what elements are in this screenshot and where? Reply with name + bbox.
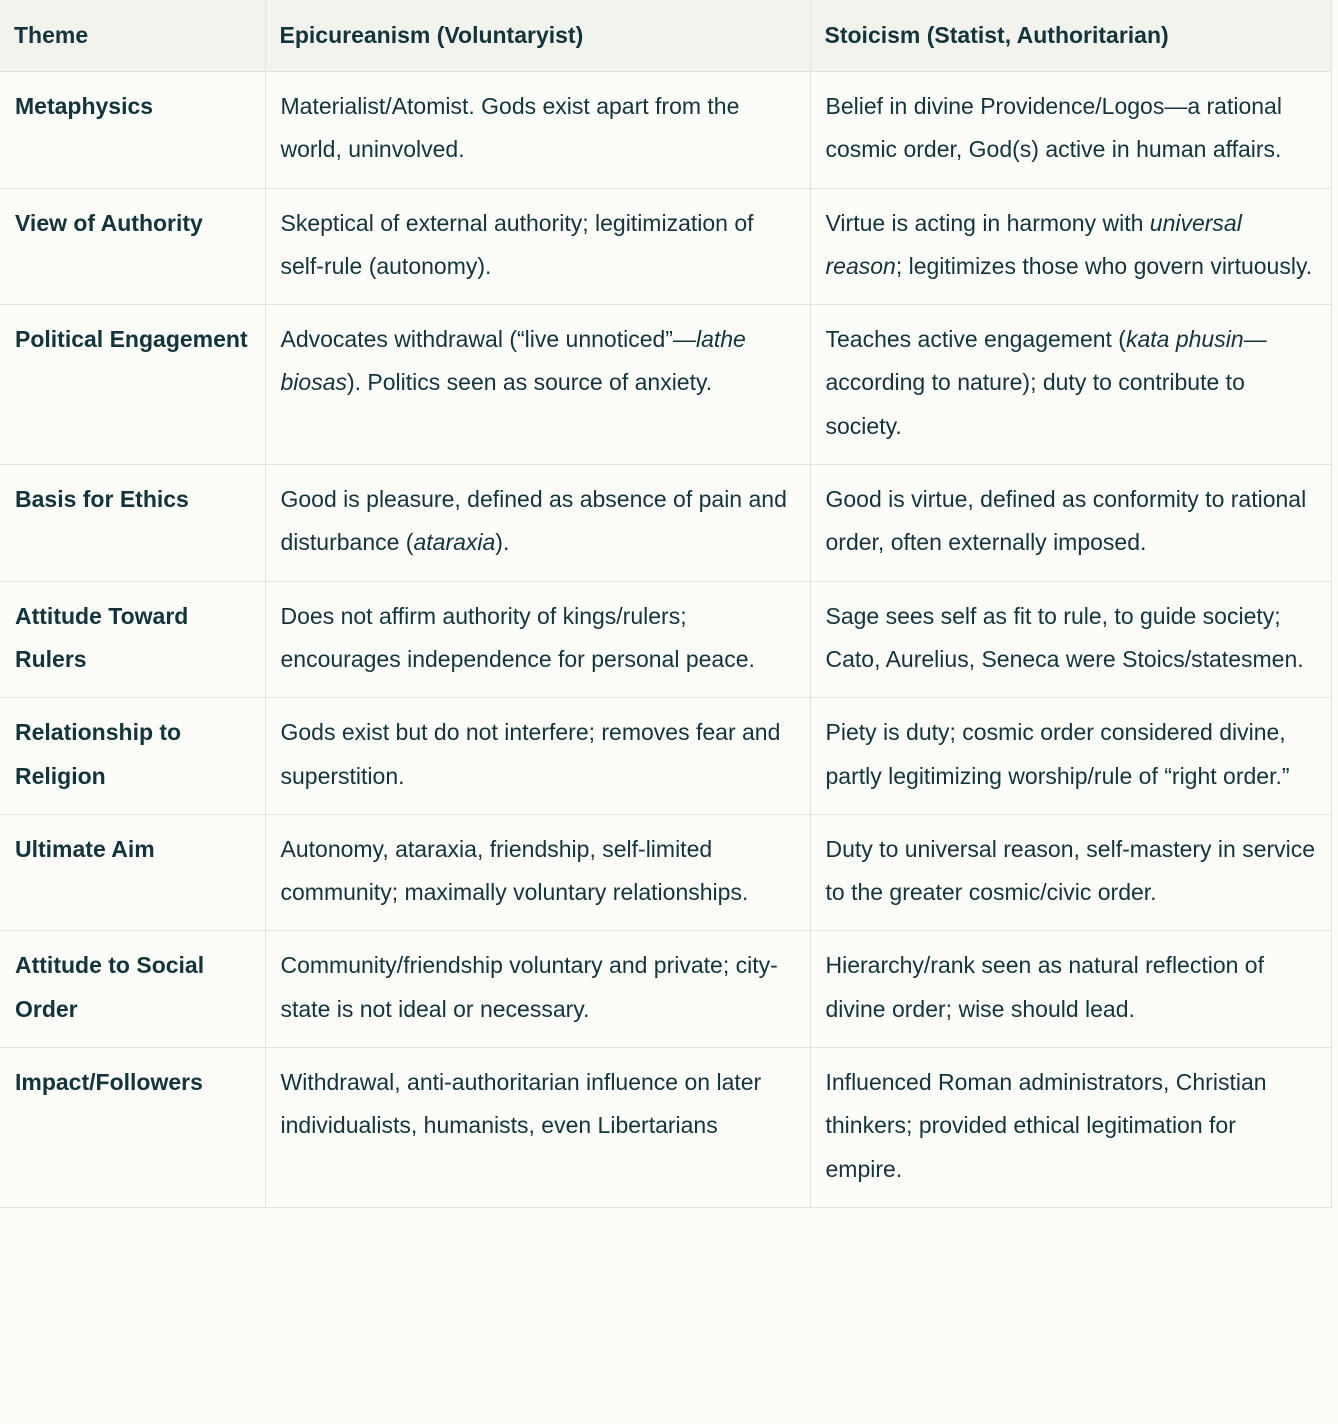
table-row — [0, 72, 1331, 189]
epicurean-cell — [265, 581, 810, 698]
epicurean-cell — [265, 814, 810, 931]
cell-text: Skeptical of external authority; legitimization of self-rule (autonomy). — [280, 209, 754, 279]
cell-text: Belief in divine Providence/Logos—a rational cosmic order, God(s) active in human affairs. — [825, 93, 1282, 163]
stoic-cell — [810, 1048, 1331, 1208]
cell-text: ; legitimizes those who govern virtuously. — [895, 252, 1313, 279]
epicurean-cell — [265, 1048, 810, 1208]
cell-text: Community/friendship voluntary and private; city-state is not ideal or necessary. — [280, 952, 778, 1022]
header-theme: Theme — [0, 0, 265, 72]
stoic-cell — [810, 698, 1331, 815]
cell-text: Virtue is acting in harmony with — [825, 209, 1150, 236]
table-row — [0, 188, 1331, 305]
stoic-cell — [810, 465, 1331, 582]
cell-text: Piety is duty; cosmic order considered divine, partly legitimizing worship/rule of “right order.” — [825, 719, 1290, 789]
cell-text: Gods exist but do not interfere; removes fear and superstition. — [280, 719, 781, 789]
stoic-cell — [810, 814, 1331, 931]
cell-text: Influenced Roman administrators, Christian thinkers; provided ethical legitimation for empire. — [825, 1069, 1267, 1182]
italic-term: kata phusin — [1125, 326, 1244, 353]
theme-cell: Political Engagement — [0, 305, 265, 465]
header-stoicism: Stoicism (Statist, Authoritarian) — [810, 0, 1331, 72]
epicurean-cell — [265, 698, 810, 815]
epicurean-cell — [265, 188, 810, 305]
cell-text: Good is virtue, defined as conformity to rational order, often externally imposed. — [825, 486, 1307, 556]
table-row — [0, 1048, 1331, 1208]
cell-text: Hierarchy/rank seen as natural reflection of divine order; wise should lead. — [825, 952, 1264, 1022]
italic-term: ataraxia — [413, 529, 496, 556]
table-row — [0, 305, 1331, 465]
theme-cell: Attitude to Social Order — [0, 931, 265, 1048]
cell-text: Autonomy, ataraxia, friendship, self-limited community; maximally voluntary relationships. — [280, 835, 749, 906]
table-body — [0, 72, 1331, 1208]
cell-text: Good is pleasure, defined as absence of pain and disturbance ( — [280, 486, 787, 556]
header-epicureanism: Epicureanism (Voluntaryist) — [265, 0, 810, 72]
theme-cell: Relationship to Religion — [0, 698, 265, 815]
cell-text: Sage sees self as fit to rule, to guide society; Cato, Aurelius, Seneca were Stoics/statesmen. — [825, 602, 1304, 672]
stoic-cell — [810, 188, 1331, 305]
cell-text: ). Politics seen as source of anxiety. — [346, 369, 713, 396]
cell-text: ). — [495, 529, 510, 556]
stoic-cell — [810, 72, 1331, 189]
theme-cell: Attitude Toward Rulers — [0, 581, 265, 698]
theme-cell: View of Authority — [0, 188, 265, 305]
epicurean-cell — [265, 465, 810, 582]
stoic-cell — [810, 305, 1331, 465]
cell-text: Materialist/Atomist. Gods exist apart from the world, uninvolved. — [280, 93, 740, 163]
cell-text: Advocates withdrawal (“live unnoticed”— — [280, 326, 696, 353]
cell-text: Withdrawal, anti-authoritarian influence on later individualists, humanists, even Libertarians — [280, 1069, 762, 1139]
italic-term: universal reason — [825, 209, 1242, 279]
theme-cell: Basis for Ethics — [0, 465, 265, 582]
table-row — [0, 814, 1331, 931]
stoic-cell — [810, 931, 1331, 1048]
table-row — [0, 698, 1331, 815]
cell-text: Duty to universal reason, self-mastery in service to the greater cosmic/civic order. — [825, 835, 1316, 906]
stoic-cell — [810, 581, 1331, 698]
theme-cell: Ultimate Aim — [0, 814, 265, 931]
cell-text: Does not affirm authority of kings/rulers; encourages independence for personal peace. — [280, 602, 755, 672]
cell-text: —according to nature); duty to contribute to society. — [825, 326, 1267, 439]
table-row — [0, 931, 1331, 1048]
theme-cell: Metaphysics — [0, 72, 265, 189]
epicurean-cell — [265, 931, 810, 1048]
theme-cell: Impact/Followers — [0, 1048, 265, 1208]
epicurean-cell — [265, 305, 810, 465]
header-row — [0, 0, 1331, 72]
table-row — [0, 465, 1331, 582]
table-header — [0, 0, 1331, 72]
italic-term: lathe biosas — [280, 326, 746, 396]
cell-text: Teaches active engagement ( — [825, 326, 1126, 353]
epicurean-cell — [265, 72, 810, 189]
table-row — [0, 581, 1331, 698]
